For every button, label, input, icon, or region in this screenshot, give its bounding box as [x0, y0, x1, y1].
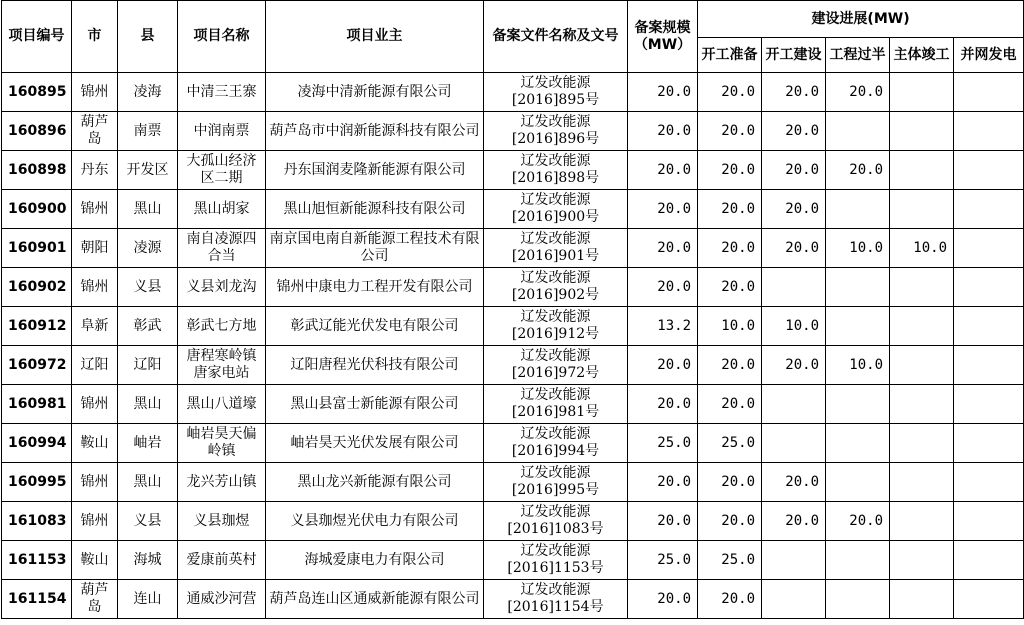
halfway-cell: 20.0 [826, 151, 890, 190]
filing-scale-cell: 20.0 [628, 580, 698, 619]
owner-cell: 黑山旭恒新能源科技有限公司 [266, 190, 484, 229]
table-row [2, 268, 1024, 307]
prep-cell: 20.0 [698, 385, 762, 424]
city-cell: 阜新 [72, 307, 118, 346]
construction-cell: 20.0 [762, 190, 826, 229]
filing-scale-cell: 20.0 [628, 463, 698, 502]
main-complete-cell [890, 385, 954, 424]
header-main-complete: 主体竣工 [890, 38, 954, 73]
header-row [2, 1, 1024, 38]
project-id-cell: 161154 [2, 580, 72, 619]
city-cell: 鞍山 [72, 424, 118, 463]
city-cell: 锦州 [72, 385, 118, 424]
filing-doc-line2: [2016]981号 [511, 404, 600, 420]
grid-connected-cell [954, 502, 1024, 541]
construction-cell: 20.0 [762, 463, 826, 502]
halfway-cell [826, 112, 890, 151]
filing-scale-cell: 20.0 [628, 502, 698, 541]
table-row [2, 541, 1024, 580]
filing-scale-cell: 13.2 [628, 307, 698, 346]
main-complete-cell [890, 190, 954, 229]
county-cell: 彰武 [118, 307, 178, 346]
filing-doc-line1: 辽发改能源 [520, 309, 591, 325]
project-id-cell: 160898 [2, 151, 72, 190]
grid-connected-cell [954, 73, 1024, 112]
construction-cell: 20.0 [762, 229, 826, 268]
owner-cell: 海城爱康电力有限公司 [266, 541, 484, 580]
prep-cell: 20.0 [698, 268, 762, 307]
project-table [1, 0, 1024, 619]
main-complete-cell [890, 307, 954, 346]
main-complete-cell [890, 502, 954, 541]
filing-scale-cell: 25.0 [628, 541, 698, 580]
project-name-cell: 南自凌源四合当 [178, 229, 266, 268]
owner-cell: 南京国电南自新能源工程技术有限公司 [266, 229, 484, 268]
construction-cell [762, 385, 826, 424]
header-halfway: 工程过半 [826, 38, 890, 73]
county-cell: 凌源 [118, 229, 178, 268]
owner-cell: 义县珈煜光伏电力有限公司 [266, 502, 484, 541]
project-id-cell: 160901 [2, 229, 72, 268]
owner-cell: 岫岩昊天光伏发展有限公司 [266, 424, 484, 463]
project-name-cell: 唐程寒岭镇唐家电站 [178, 346, 266, 385]
table-row [2, 151, 1024, 190]
project-id-cell: 160994 [2, 424, 72, 463]
main-complete-cell [890, 346, 954, 385]
filing-doc-line2: [2016]972号 [511, 365, 600, 381]
city-cell: 锦州 [72, 502, 118, 541]
filing-doc-line1: 辽发改能源 [520, 582, 591, 598]
county-cell: 岫岩 [118, 424, 178, 463]
construction-cell [762, 580, 826, 619]
owner-cell: 凌海中清新能源有限公司 [266, 73, 484, 112]
filing-doc-cell [484, 112, 628, 151]
project-name-cell: 通威沙河营 [178, 580, 266, 619]
main-complete-cell [890, 151, 954, 190]
grid-connected-cell [954, 190, 1024, 229]
project-name-cell: 彰武七方地 [178, 307, 266, 346]
filing-scale-cell: 25.0 [628, 424, 698, 463]
header-filing-scale: 备案规模（MW） [628, 1, 698, 73]
filing-doc-line2: [2016]1153号 [507, 560, 604, 576]
prep-cell: 10.0 [698, 307, 762, 346]
halfway-cell: 20.0 [826, 502, 890, 541]
project-name-cell: 爱康前英村 [178, 541, 266, 580]
owner-cell: 黑山县富士新能源有限公司 [266, 385, 484, 424]
filing-doc-line2: [2016]1154号 [507, 599, 604, 615]
project-name-cell: 黑山胡家 [178, 190, 266, 229]
header-grid-connected: 并网发电 [954, 38, 1024, 73]
county-cell: 连山 [118, 580, 178, 619]
halfway-cell: 10.0 [826, 346, 890, 385]
filing-doc-line2: [2016]994号 [511, 443, 600, 459]
halfway-cell [826, 385, 890, 424]
project-name-cell: 龙兴芳山镇 [178, 463, 266, 502]
filing-doc-cell [484, 502, 628, 541]
halfway-cell [826, 268, 890, 307]
construction-cell: 20.0 [762, 346, 826, 385]
prep-cell: 20.0 [698, 190, 762, 229]
filing-doc-line1: 辽发改能源 [520, 504, 591, 520]
project-id-cell: 160912 [2, 307, 72, 346]
filing-doc-line2: [2016]902号 [511, 287, 600, 303]
prep-cell: 20.0 [698, 580, 762, 619]
filing-doc-line1: 辽发改能源 [520, 231, 591, 247]
filing-doc-line1: 辽发改能源 [520, 270, 591, 286]
header-county: 县 [118, 1, 178, 73]
construction-cell: 20.0 [762, 73, 826, 112]
prep-cell: 20.0 [698, 112, 762, 151]
construction-cell [762, 424, 826, 463]
main-complete-cell [890, 112, 954, 151]
filing-doc-cell [484, 151, 628, 190]
header-construction: 开工建设 [762, 38, 826, 73]
grid-connected-cell [954, 268, 1024, 307]
grid-connected-cell [954, 151, 1024, 190]
county-cell: 海城 [118, 541, 178, 580]
filing-doc-cell [484, 190, 628, 229]
filing-doc-line2: [2016]995号 [511, 482, 600, 498]
header-filing-doc: 备案文件名称及文号 [484, 1, 628, 73]
halfway-cell [826, 190, 890, 229]
table-row [2, 463, 1024, 502]
construction-cell: 10.0 [762, 307, 826, 346]
filing-scale-cell: 20.0 [628, 229, 698, 268]
filing-doc-line2: [2016]900号 [511, 209, 600, 225]
filing-doc-cell [484, 307, 628, 346]
grid-connected-cell [954, 346, 1024, 385]
table-row [2, 580, 1024, 619]
owner-cell: 黑山龙兴新能源有限公司 [266, 463, 484, 502]
project-id-cell: 160902 [2, 268, 72, 307]
prep-cell: 20.0 [698, 502, 762, 541]
grid-connected-cell [954, 541, 1024, 580]
main-complete-cell [890, 73, 954, 112]
main-complete-cell: 10.0 [890, 229, 954, 268]
filing-doc-cell [484, 229, 628, 268]
filing-scale-cell: 20.0 [628, 112, 698, 151]
filing-doc-line1: 辽发改能源 [520, 348, 591, 364]
main-complete-cell [890, 268, 954, 307]
owner-cell: 锦州中康电力工程开发有限公司 [266, 268, 484, 307]
halfway-cell: 20.0 [826, 73, 890, 112]
halfway-cell [826, 307, 890, 346]
filing-scale-cell: 20.0 [628, 151, 698, 190]
county-cell: 辽阳 [118, 346, 178, 385]
filing-doc-cell [484, 268, 628, 307]
city-cell: 葫芦岛 [72, 580, 118, 619]
main-complete-cell [890, 541, 954, 580]
table-row [2, 112, 1024, 151]
construction-cell: 20.0 [762, 112, 826, 151]
project-name-cell: 义县刘龙沟 [178, 268, 266, 307]
owner-cell: 葫芦岛市中润新能源科技有限公司 [266, 112, 484, 151]
project-name-cell: 中清三王寨 [178, 73, 266, 112]
project-id-cell: 160900 [2, 190, 72, 229]
county-cell: 黑山 [118, 385, 178, 424]
filing-doc-line2: [2016]912号 [511, 326, 600, 342]
filing-doc-cell [484, 580, 628, 619]
filing-doc-line1: 辽发改能源 [520, 114, 591, 130]
city-cell: 葫芦岛 [72, 112, 118, 151]
project-id-cell: 160972 [2, 346, 72, 385]
filing-scale-cell: 20.0 [628, 385, 698, 424]
project-id-cell: 160995 [2, 463, 72, 502]
project-name-cell: 黑山八道壕 [178, 385, 266, 424]
project-name-cell: 岫岩昊天偏岭镇 [178, 424, 266, 463]
filing-doc-line1: 辽发改能源 [520, 192, 591, 208]
owner-cell: 葫芦岛连山区通威新能源有限公司 [266, 580, 484, 619]
main-complete-cell [890, 424, 954, 463]
project-id-cell: 161083 [2, 502, 72, 541]
table-body [2, 73, 1024, 619]
table-row [2, 229, 1024, 268]
county-cell: 黑山 [118, 463, 178, 502]
halfway-cell [826, 463, 890, 502]
main-complete-cell [890, 463, 954, 502]
table-row [2, 424, 1024, 463]
project-id-cell: 160896 [2, 112, 72, 151]
table-row [2, 346, 1024, 385]
filing-doc-cell [484, 346, 628, 385]
project-id-cell: 160895 [2, 73, 72, 112]
filing-doc-cell [484, 73, 628, 112]
filing-doc-line2: [2016]895号 [511, 92, 600, 108]
halfway-cell: 10.0 [826, 229, 890, 268]
county-cell: 义县 [118, 268, 178, 307]
filing-doc-cell [484, 385, 628, 424]
header-id: 项目编号 [2, 1, 72, 73]
filing-doc-line2: [2016]896号 [511, 131, 600, 147]
city-cell: 锦州 [72, 73, 118, 112]
city-cell: 锦州 [72, 190, 118, 229]
grid-connected-cell [954, 385, 1024, 424]
table-row [2, 502, 1024, 541]
grid-connected-cell [954, 580, 1024, 619]
prep-cell: 20.0 [698, 346, 762, 385]
construction-cell: 20.0 [762, 502, 826, 541]
owner-cell: 丹东国润麦隆新能源有限公司 [266, 151, 484, 190]
table-row [2, 307, 1024, 346]
filing-doc-line1: 辽发改能源 [520, 426, 591, 442]
grid-connected-cell [954, 307, 1024, 346]
project-name-cell: 大孤山经济区二期 [178, 151, 266, 190]
header-project-name: 项目名称 [178, 1, 266, 73]
prep-cell: 20.0 [698, 463, 762, 502]
filing-doc-cell [484, 424, 628, 463]
county-cell: 南票 [118, 112, 178, 151]
header-progress: 建设进展(MW) [698, 1, 1024, 38]
filing-scale-cell: 20.0 [628, 73, 698, 112]
filing-doc-line1: 辽发改能源 [520, 387, 591, 403]
city-cell: 丹东 [72, 151, 118, 190]
city-cell: 鞍山 [72, 541, 118, 580]
project-id-cell: 160981 [2, 385, 72, 424]
filing-doc-line1: 辽发改能源 [520, 75, 591, 91]
header-prep: 开工准备 [698, 38, 762, 73]
main-complete-cell [890, 580, 954, 619]
city-cell: 锦州 [72, 268, 118, 307]
county-cell: 黑山 [118, 190, 178, 229]
construction-cell [762, 268, 826, 307]
filing-scale-cell: 20.0 [628, 346, 698, 385]
county-cell: 凌海 [118, 73, 178, 112]
filing-doc-line2: [2016]898号 [511, 170, 600, 186]
city-cell: 辽阳 [72, 346, 118, 385]
county-cell: 义县 [118, 502, 178, 541]
table-row [2, 385, 1024, 424]
owner-cell: 彰武辽能光伏发电有限公司 [266, 307, 484, 346]
project-name-cell: 义县珈煜 [178, 502, 266, 541]
city-cell: 朝阳 [72, 229, 118, 268]
prep-cell: 25.0 [698, 424, 762, 463]
header-owner: 项目业主 [266, 1, 484, 73]
header-city: 市 [72, 1, 118, 73]
grid-connected-cell [954, 424, 1024, 463]
filing-doc-line2: [2016]901号 [511, 248, 600, 264]
filing-doc-cell [484, 463, 628, 502]
county-cell: 开发区 [118, 151, 178, 190]
table-row [2, 73, 1024, 112]
filing-scale-cell: 20.0 [628, 190, 698, 229]
filing-scale-cell: 20.0 [628, 268, 698, 307]
filing-doc-line2: [2016]1083号 [507, 521, 604, 537]
halfway-cell [826, 424, 890, 463]
grid-connected-cell [954, 229, 1024, 268]
construction-cell [762, 541, 826, 580]
filing-doc-line1: 辽发改能源 [520, 465, 591, 481]
prep-cell: 25.0 [698, 541, 762, 580]
filing-doc-cell [484, 541, 628, 580]
prep-cell: 20.0 [698, 229, 762, 268]
project-id-cell: 161153 [2, 541, 72, 580]
filing-doc-line1: 辽发改能源 [520, 543, 591, 559]
project-name-cell: 中润南票 [178, 112, 266, 151]
prep-cell: 20.0 [698, 73, 762, 112]
owner-cell: 辽阳唐程光伏科技有限公司 [266, 346, 484, 385]
construction-cell: 20.0 [762, 151, 826, 190]
halfway-cell [826, 541, 890, 580]
table-row [2, 190, 1024, 229]
grid-connected-cell [954, 112, 1024, 151]
prep-cell: 20.0 [698, 151, 762, 190]
halfway-cell [826, 580, 890, 619]
grid-connected-cell [954, 463, 1024, 502]
filing-doc-line1: 辽发改能源 [520, 153, 591, 169]
city-cell: 锦州 [72, 463, 118, 502]
